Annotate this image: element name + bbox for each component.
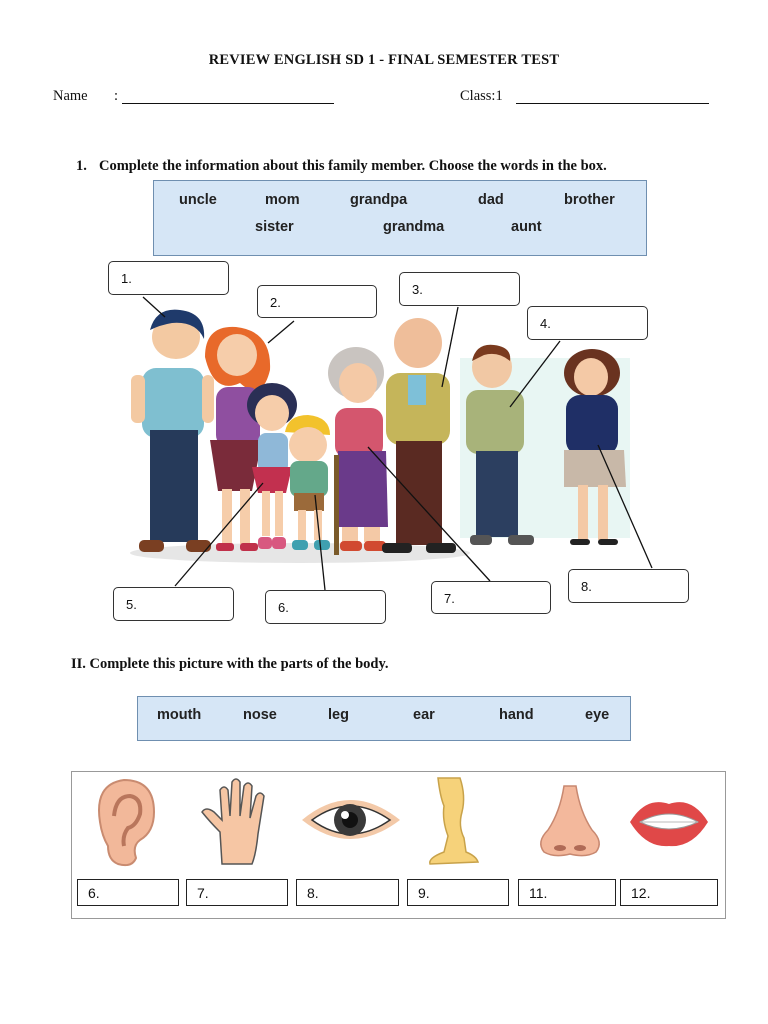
word-dad: dad bbox=[478, 192, 504, 208]
ear-icon bbox=[80, 776, 160, 868]
family-label-box-7[interactable]: 7. bbox=[431, 581, 551, 614]
body-label-box-8[interactable]: 8. bbox=[296, 879, 399, 906]
section1-number: 1. bbox=[76, 158, 87, 174]
body-word-box bbox=[137, 696, 631, 741]
family-label-box-1[interactable]: 1. bbox=[108, 261, 229, 295]
word-mouth: mouth bbox=[157, 707, 202, 723]
eye-icon bbox=[298, 788, 404, 850]
mouth-icon bbox=[626, 792, 712, 852]
family-label-box-6[interactable]: 6. bbox=[265, 590, 386, 624]
word-mom: mom bbox=[265, 192, 300, 208]
word-aunt: aunt bbox=[511, 219, 542, 235]
class-field[interactable] bbox=[516, 89, 709, 104]
name-field[interactable] bbox=[122, 89, 334, 104]
body-label-box-9[interactable]: 9. bbox=[407, 879, 509, 906]
grandma-figure bbox=[328, 347, 388, 555]
hand-icon bbox=[198, 776, 278, 868]
family-label-box-5[interactable]: 5. bbox=[113, 587, 234, 621]
body-label-box-7[interactable]: 7. bbox=[186, 879, 288, 906]
name-label: Name bbox=[53, 88, 88, 104]
class-label: Class:1 bbox=[460, 88, 503, 104]
family-word-box bbox=[153, 180, 647, 256]
word-leg: leg bbox=[328, 707, 349, 723]
word-ear: ear bbox=[413, 707, 435, 723]
word-grandma: grandma bbox=[383, 219, 445, 235]
grandpa-figure bbox=[382, 318, 456, 553]
body-label-box-12[interactable]: 12. bbox=[620, 879, 718, 906]
body-label-box-11[interactable]: 11. bbox=[518, 879, 616, 906]
body-label-box-6[interactable]: 6. bbox=[77, 879, 179, 906]
word-grandpa: grandpa bbox=[350, 192, 408, 208]
brother-figure bbox=[285, 415, 330, 550]
family-label-box-2[interactable]: 2. bbox=[257, 285, 377, 318]
page-title: REVIEW ENGLISH SD 1 - FINAL SEMESTER TEST bbox=[208, 52, 560, 68]
word-uncle: uncle bbox=[179, 192, 217, 208]
nose-icon bbox=[530, 782, 610, 862]
word-sister: sister bbox=[255, 219, 294, 235]
name-colon: : bbox=[114, 88, 119, 104]
family-label-box-8[interactable]: 8. bbox=[568, 569, 689, 603]
word-brother: brother bbox=[564, 192, 615, 208]
word-nose: nose bbox=[243, 707, 277, 723]
family-label-box-3[interactable]: 3. bbox=[399, 272, 520, 306]
dad-figure bbox=[131, 310, 214, 552]
leg-icon bbox=[420, 776, 482, 868]
word-eye: eye bbox=[585, 707, 610, 723]
section1-instruction: Complete the information about this family member. Choose the words in the box. bbox=[99, 158, 607, 174]
section2-instruction: II. Complete this picture with the parts of the body. bbox=[71, 656, 389, 672]
family-label-box-4[interactable]: 4. bbox=[527, 306, 648, 340]
word-hand: hand bbox=[499, 707, 534, 723]
